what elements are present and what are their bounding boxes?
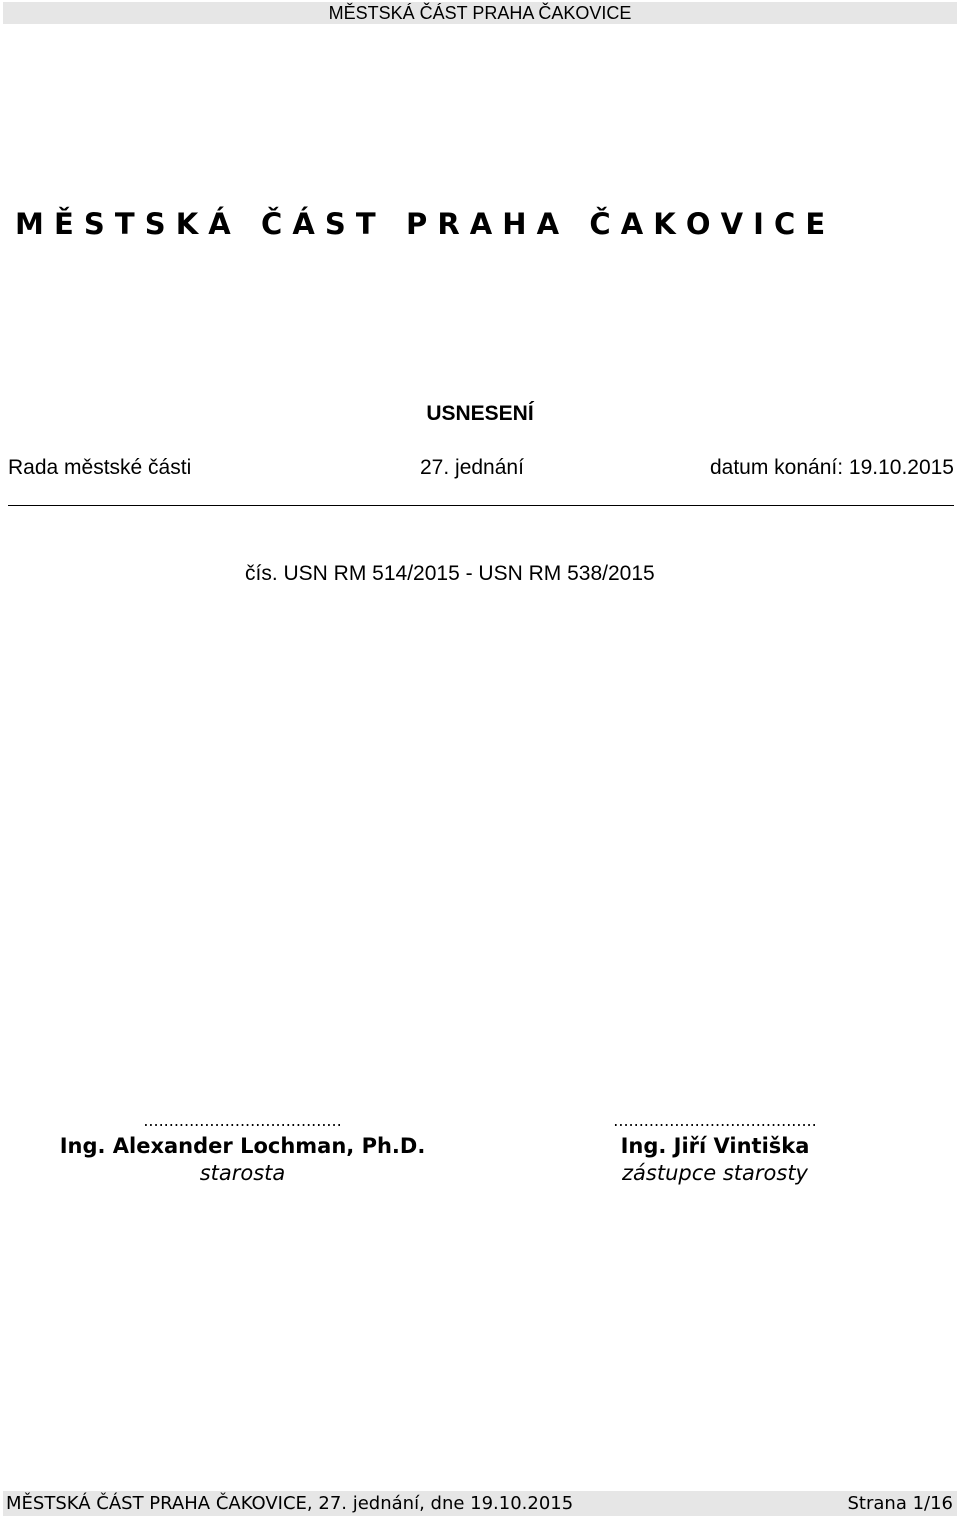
signature-line: ....................................... bbox=[143, 1111, 342, 1130]
signature-line: ........................................ bbox=[613, 1111, 817, 1130]
meeting-date: datum konání: 19.10.2015 bbox=[709, 456, 954, 479]
document-type: USNESENÍ bbox=[426, 402, 534, 425]
signatory-role: starosta bbox=[199, 1161, 286, 1185]
running-title: MĚSTSKÁ ČÁST PRAHA ČAKOVICE bbox=[328, 3, 632, 23]
page-number: Strana 1/16 bbox=[847, 1493, 953, 1514]
signature-block-mayor bbox=[30, 1110, 455, 1186]
footer-text: MĚSTSKÁ ČÁST PRAHA ČAKOVICE, 27. jednání, dne 19.10.2015 bbox=[6, 1493, 574, 1514]
signature-block-deputy bbox=[495, 1110, 935, 1186]
signatory-role: zástupce starosty bbox=[622, 1161, 808, 1185]
page-header bbox=[3, 2, 957, 24]
signatory-name: Ing. Jiří Vintiška bbox=[620, 1134, 810, 1158]
issuing-body: Rada městské části bbox=[8, 456, 192, 479]
divider bbox=[8, 505, 954, 506]
signatory-name: Ing. Alexander Lochman, Ph.D. bbox=[59, 1134, 426, 1158]
meeting-number: 27. jednání bbox=[420, 456, 524, 479]
resolution-range: čís. USN RM 514/2015 - USN RM 538/2015 bbox=[245, 562, 655, 585]
page-footer bbox=[3, 1491, 957, 1516]
document-title: M Ě S T S K Á Č Á S T P R A H A Č A K O V I C E bbox=[15, 207, 826, 241]
